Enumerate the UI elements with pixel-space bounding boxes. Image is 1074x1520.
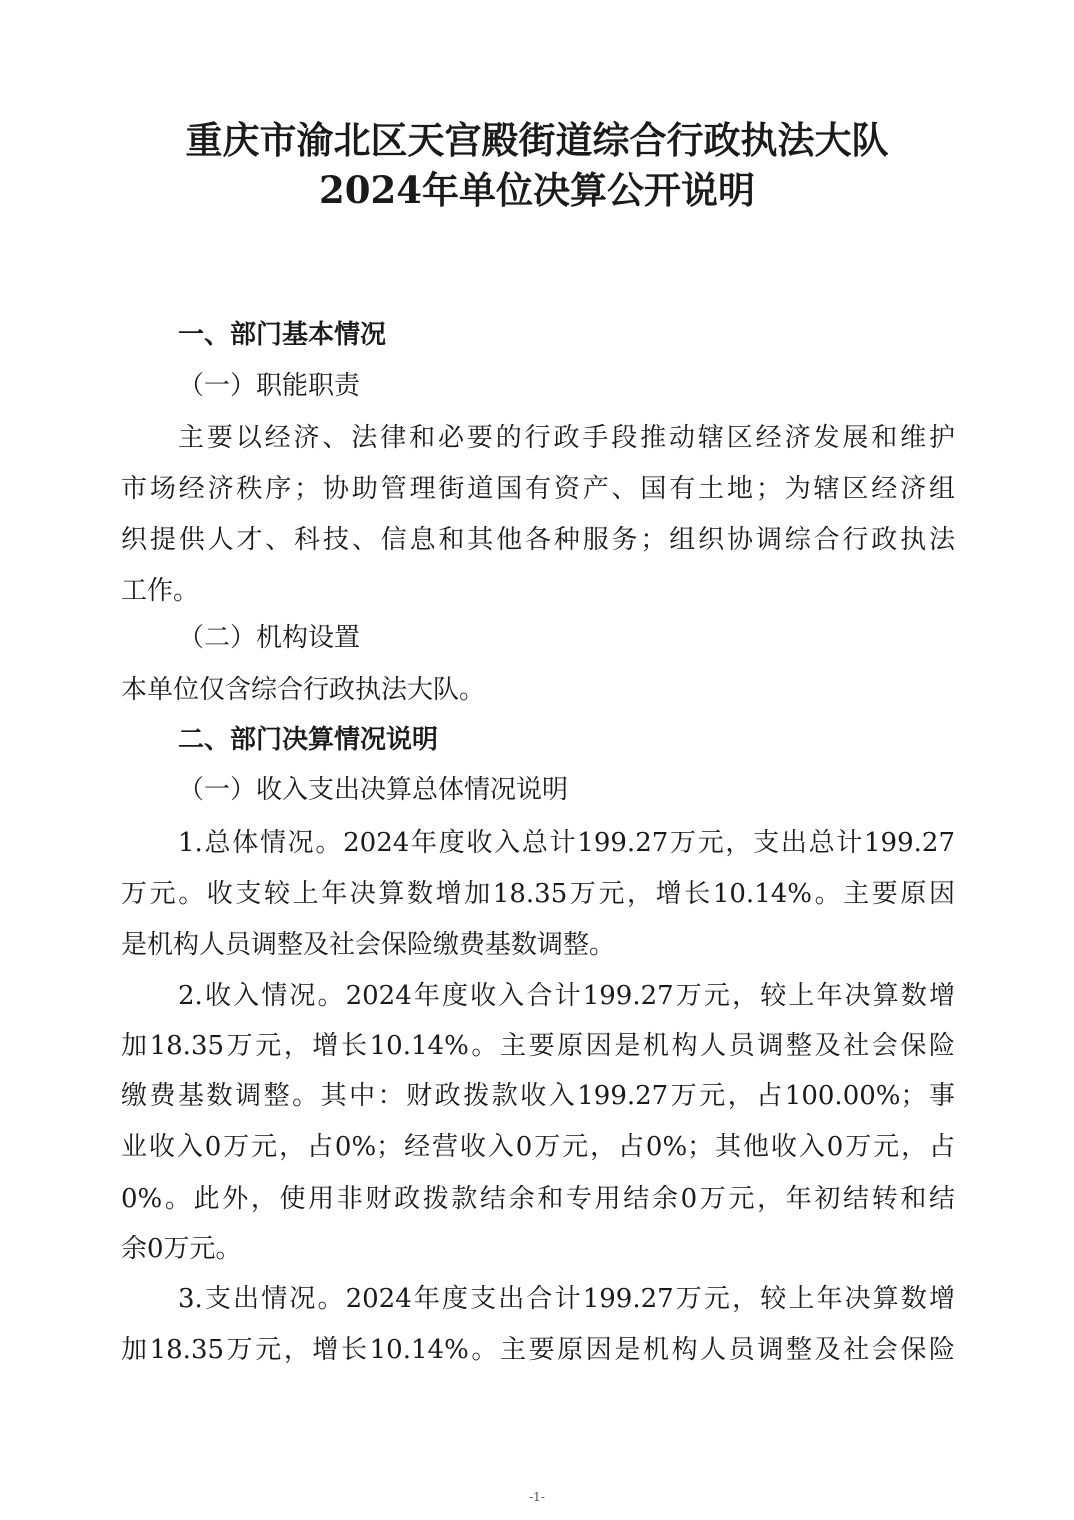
page-number: -1- (529, 1490, 545, 1504)
income-line: 业收入0万元，占0%；经营收入0万元，占0%；其他收入0万元，占 (121, 1132, 955, 1162)
overall-line: 1.总体情况。2024年度收入总计199.27万元，支出总计199.27 (178, 828, 955, 858)
overall-line: 是机构人员调整及社会保险缴费基数调整。 (121, 930, 616, 960)
expense-line: 加18.35万元，增长10.14%。主要原因是机构人员调整及社会保险 (121, 1335, 955, 1365)
income-line: 缴费基数调整。其中：财政拨款收入199.27万元，占100.00%；事 (121, 1081, 955, 1111)
section-1-subheading-org: （二）机构设置 (178, 623, 361, 653)
section-1-heading: 一、部门基本情况 (178, 320, 387, 350)
document-title-line-1: 重庆市渝北区天宫殿街道综合行政执法大队 (185, 118, 889, 162)
duties-line: 主要以经济、法律和必要的行政手段推动辖区经济发展和维护 (178, 423, 955, 453)
section-2-heading: 二、部门决算情况说明 (178, 725, 439, 755)
income-line: 0%。此外，使用非财政拨款结余和专用结余0万元，年初结转和结 (121, 1184, 955, 1214)
section-2-subheading: （一）收入支出决算总体情况说明 (178, 775, 569, 805)
income-line: 2.收入情况。2024年度收入合计199.27万元，较上年决算数增 (178, 981, 955, 1011)
org-text: 本单位仅含综合行政执法大队。 (121, 675, 486, 705)
document-title-line-2: 2024年单位决算公开说明 (319, 168, 755, 212)
income-line: 加18.35万元，增长10.14%。主要原因是机构人员调整及社会保险 (121, 1031, 955, 1061)
duties-line: 工作。 (121, 576, 200, 606)
section-1-subheading-duties: （一）职能职责 (178, 371, 361, 401)
income-line: 余0万元。 (121, 1234, 242, 1264)
overall-line: 万元。收支较上年决算数增加18.35万元，增长10.14%。主要原因 (121, 879, 955, 909)
expense-line: 3.支出情况。2024年度支出合计199.27万元，较上年决算数增 (178, 1284, 955, 1314)
duties-line: 织提供人才、科技、信息和其他各种服务；组织协调综合行政执法 (121, 525, 955, 555)
duties-line: 市场经济秩序；协助管理街道国有资产、国有土地；为辖区经济组 (121, 474, 955, 504)
